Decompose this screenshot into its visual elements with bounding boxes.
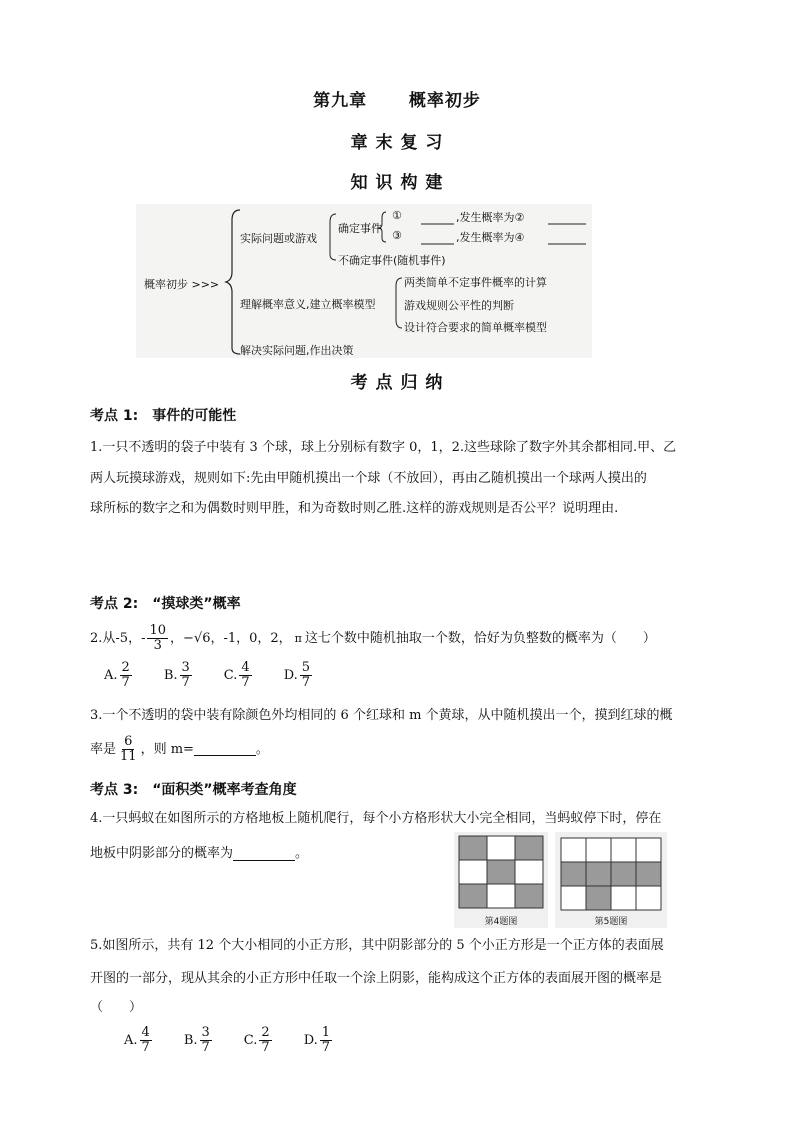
- q3-line-2: [90, 735, 269, 764]
- q3-fraction-num: 6: [124, 734, 133, 749]
- q3-line-1: 3.一个不透明的袋中装有除颜色外均相同的 6 个红球和 m 个黄球，从中随机摸出一个，摸到红球的概: [90, 708, 673, 723]
- q2-option-b[interactable]: [164, 661, 194, 690]
- knowledge-title: 知 识 构 建: [350, 173, 444, 193]
- q5-options: [124, 1026, 364, 1055]
- q4-end: 。: [295, 846, 309, 861]
- option-fraction: [200, 1026, 212, 1055]
- diagram-sub-3: 设计符合要求的简单概率模型: [404, 321, 547, 334]
- diagram-blank-1: ①: [392, 209, 402, 222]
- option-num: 2: [261, 1025, 270, 1040]
- diagram-branch-2: 理解概率意义,建立概率模型: [240, 298, 376, 311]
- option-den: 7: [301, 675, 311, 690]
- option-fraction: [300, 661, 312, 690]
- q3-end: 。: [255, 741, 269, 757]
- diagram-uncertain: 不确定事件(随机事件): [338, 254, 446, 267]
- option-label: B.: [163, 668, 178, 683]
- topic-3-heading: 考点 3: “面积类”概率考查角度: [90, 782, 297, 798]
- chapter-label: 第九章: [313, 91, 368, 111]
- diagram-root: 概率初步 >>>: [144, 278, 220, 291]
- option-den: 7: [121, 675, 130, 690]
- diagram-blank-3: ③: [392, 229, 402, 242]
- option-fraction: [120, 661, 132, 690]
- diagram-certain: 确定事件: [338, 222, 382, 235]
- q1-line-2: 两人玩摸球游戏，规则如下:先由甲随机摸出一个球（不放回），再由乙随机摸出一个球两人摸出的: [90, 471, 647, 486]
- option-label: C.: [223, 668, 238, 683]
- option-label: D.: [303, 1033, 318, 1048]
- summary-title: 考 点 归 纳: [350, 373, 444, 393]
- q5-line-1: 5.如图所示，共有 12 个大小相同的小正方形，其中阴影部分的 5 个小正方形是一个正方体的表面展: [90, 938, 664, 953]
- q5-paren: （ ）: [90, 1000, 143, 1015]
- q2-fraction-den: 3: [153, 638, 162, 653]
- diagram-prob-1: ,发生概率为②: [456, 211, 525, 224]
- option-num: 1: [321, 1025, 331, 1040]
- q3-fraction-den: 11: [120, 749, 137, 764]
- option-den: 7: [241, 675, 250, 690]
- option-label: C.: [243, 1033, 258, 1048]
- review-title: 章 末 复 习: [350, 133, 444, 153]
- figure-4-caption: 第4题图: [484, 917, 518, 927]
- option-num: 3: [201, 1025, 210, 1040]
- figure-5-caption: 第5题图: [594, 917, 628, 927]
- option-label: A.: [104, 668, 118, 683]
- option-fraction: [259, 1026, 271, 1055]
- q2-option-c[interactable]: [224, 661, 254, 690]
- q5-option-b[interactable]: [184, 1026, 214, 1055]
- q5-option-d[interactable]: [304, 1026, 334, 1055]
- diagram-sub-1: 两类简单不定事件概率的计算: [404, 276, 547, 289]
- option-fraction: [320, 1026, 332, 1055]
- q2-fraction-num: 10: [149, 623, 167, 638]
- option-fraction: [140, 1026, 152, 1055]
- diagram-branch-1: 实际问题或游戏: [240, 232, 317, 245]
- q4-prefix: 地板中阴影部分的概率为: [90, 846, 234, 861]
- option-label: B.: [183, 1033, 198, 1048]
- q3-prefix: 率是: [90, 741, 117, 757]
- q5-line-2: 开图的一部分，现从其余的小正方形中任取一个涂上阴影，能构成这个正方体的表面展开图的概率是: [90, 971, 663, 986]
- option-num: 4: [141, 1025, 150, 1040]
- option-den: 7: [321, 1040, 331, 1055]
- q5-option-c[interactable]: [244, 1026, 274, 1055]
- option-fraction: [239, 661, 251, 690]
- diagram-sub-2: 游戏规则公平性的判断: [404, 299, 514, 312]
- option-den: 7: [141, 1040, 150, 1055]
- q2-sqrt: ，−√6，-1，0，2，: [170, 630, 292, 646]
- topic-1-heading: 考点 1: 事件的可能性: [90, 408, 237, 424]
- q1-line-3: 球所标的数字之和为偶数时则甲胜，和为奇数时则乙胜.这样的游戏规则是否公平？说明理由.: [90, 501, 619, 516]
- option-num: 2: [121, 660, 130, 675]
- q2-fraction: [147, 624, 168, 653]
- option-den: 7: [201, 1040, 210, 1055]
- knowledge-diagram: [136, 204, 592, 358]
- q3-answer-blank[interactable]: [194, 743, 256, 756]
- chapter-name: 概率初步: [408, 91, 481, 111]
- figure-4: [454, 832, 548, 928]
- figure-4-grid: [454, 832, 548, 916]
- option-den: 7: [181, 675, 190, 690]
- option-num: 4: [241, 660, 250, 675]
- topic-2-heading: 考点 2: “摸球类”概率: [90, 596, 241, 612]
- q2-prefix: 2.从-5，-: [90, 630, 146, 646]
- diagram-branch-3: 解决实际问题,作出决策: [240, 344, 354, 357]
- q5-option-a[interactable]: [124, 1026, 154, 1055]
- q2-options: [104, 661, 344, 690]
- option-fraction: [180, 661, 192, 690]
- q4-answer-blank[interactable]: [233, 848, 295, 861]
- chapter-title: [0, 86, 794, 111]
- option-label: D.: [283, 668, 298, 683]
- q4-line-1: 4.一只蚂蚁在如图所示的方格地板上随机爬行，每个小方格形状大小完全相同，当蚂蚁停下时，停在: [90, 811, 662, 826]
- q2-pi: π: [294, 631, 302, 645]
- diagram-prob-2: ,发生概率为④: [456, 231, 525, 244]
- option-den: 7: [261, 1040, 270, 1055]
- q2-option-a[interactable]: [104, 661, 134, 690]
- q4-line-2: [90, 845, 308, 863]
- q3-mid: ，则 m=: [140, 741, 194, 757]
- figure-5-grid: [555, 832, 667, 916]
- q2-option-d[interactable]: [284, 661, 314, 690]
- option-label: A.: [124, 1033, 138, 1048]
- q2-suffix: 这七个数中随机抽取一个数，恰好为负整数的概率为（ ）: [304, 630, 656, 646]
- option-num: 3: [181, 660, 190, 675]
- q1-line-1: 1.一只不透明的袋子中装有 3 个球，球上分别标有数字 0，1，2.这些球除了数字外其余都相同.甲、乙: [90, 440, 677, 455]
- figure-5: [555, 832, 667, 928]
- q2-stem: [90, 624, 656, 653]
- option-num: 5: [301, 660, 311, 675]
- q3-fraction: [118, 735, 139, 764]
